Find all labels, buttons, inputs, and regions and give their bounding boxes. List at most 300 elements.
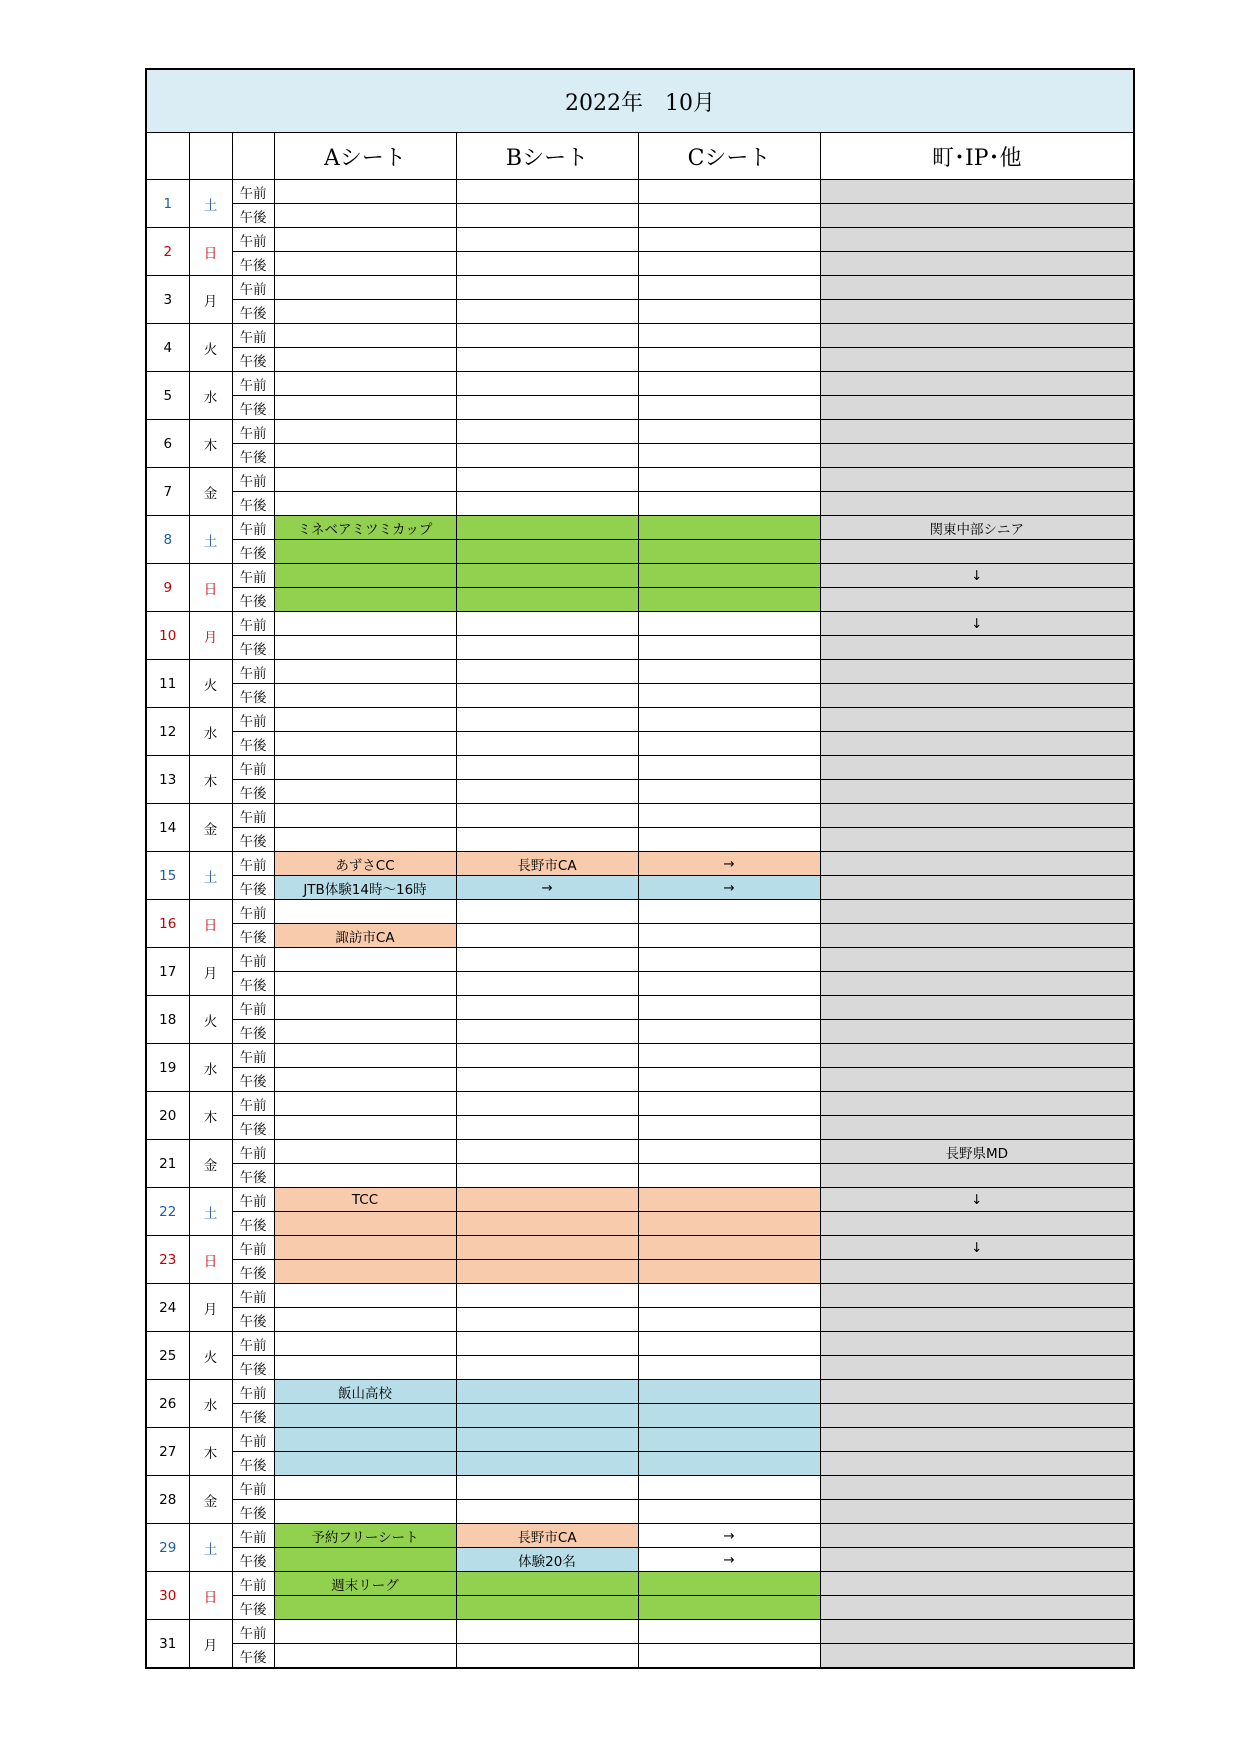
other-cell [820,1380,1134,1404]
period-label: 午前 [232,1236,274,1260]
table-row [146,1572,1134,1596]
sheet-b-cell [456,1476,638,1500]
weekday-label: 木 [189,1428,232,1476]
period-label: 午後 [232,1596,274,1620]
day-number: 25 [146,1332,189,1380]
period-label: 午後 [232,1020,274,1044]
day-number: 29 [146,1524,189,1572]
other-cell [820,324,1134,348]
sheet-c-cell [638,276,820,300]
day-number: 8 [146,516,189,564]
period-label: 午前 [232,900,274,924]
day-number: 5 [146,372,189,420]
sheet-c-cell [638,1212,820,1236]
day-number: 1 [146,180,189,228]
sheet-c-cell: → [638,1524,820,1548]
other-cell [820,228,1134,252]
sheet-a-cell [274,708,456,732]
sheet-c-cell [638,1620,820,1644]
table-row [146,1092,1134,1116]
sheet-a-cell [274,684,456,708]
other-cell [820,900,1134,924]
sheet-c-cell [638,1260,820,1284]
sheet-a-cell [274,396,456,420]
sheet-a-cell [274,1332,456,1356]
sheet-c-cell [638,1644,820,1669]
sheet-a-cell [274,756,456,780]
day-number: 4 [146,324,189,372]
day-number: 9 [146,564,189,612]
sheet-c-cell [638,1044,820,1068]
table-row [146,852,1134,876]
sheet-b-cell [456,1572,638,1596]
sheet-a-cell: 飯山高校 [274,1380,456,1404]
table-row [146,324,1134,348]
sheet-c-cell [638,540,820,564]
table-row [146,1428,1134,1452]
weekday-label: 月 [189,948,232,996]
sheet-a-cell [274,468,456,492]
period-label: 午後 [232,396,274,420]
period-label: 午前 [232,708,274,732]
sheet-b-cell [456,1620,638,1644]
table-row [146,1212,1134,1236]
other-cell [820,252,1134,276]
sheet-a-cell [274,780,456,804]
other-cell [820,1476,1134,1500]
day-number: 7 [146,468,189,516]
sheet-c-cell [638,1236,820,1260]
weekday-label: 木 [189,1092,232,1140]
sheet-b-cell: 長野市CA [456,1524,638,1548]
period-label: 午前 [232,1284,274,1308]
sheet-b-cell [456,1356,638,1380]
weekday-label: 水 [189,1380,232,1428]
sheet-c-cell [638,612,820,636]
sheet-c-cell [638,1116,820,1140]
day-number: 13 [146,756,189,804]
sheet-b-cell [456,732,638,756]
sheet-b-cell [456,708,638,732]
day-number: 20 [146,1092,189,1140]
sheet-a-cell [274,348,456,372]
weekday-label: 水 [189,708,232,756]
table-row [146,1068,1134,1092]
sheet-b-cell [456,924,638,948]
header-day [146,133,189,180]
table-row [146,1140,1134,1164]
table-row [146,1236,1134,1260]
sheet-b-cell [456,564,638,588]
page-title: 2022年 10月 [146,69,1134,133]
schedule-table [145,68,1135,1669]
sheet-a-cell [274,1236,456,1260]
other-cell [820,1356,1134,1380]
sheet-c-cell [638,1428,820,1452]
period-label: 午後 [232,1356,274,1380]
weekday-label: 土 [189,1524,232,1572]
period-label: 午前 [232,660,274,684]
sheet-c-cell [638,780,820,804]
period-label: 午後 [232,924,274,948]
weekday-label: 土 [189,852,232,900]
table-row [146,1404,1134,1428]
other-cell [820,1428,1134,1452]
sheet-c-cell [638,1404,820,1428]
sheet-a-cell: JTB体験14時～16時 [274,876,456,900]
other-cell [820,1284,1134,1308]
sheet-c-cell [638,588,820,612]
sheet-a-cell [274,1596,456,1620]
sheet-c-cell [638,180,820,204]
sheet-b-cell [456,1500,638,1524]
table-row [146,972,1134,996]
period-label: 午前 [232,372,274,396]
table-row [146,1380,1134,1404]
table-row [146,1596,1134,1620]
sheet-b-cell [456,660,638,684]
day-number: 26 [146,1380,189,1428]
period-label: 午前 [232,1524,274,1548]
table-row [146,1260,1134,1284]
period-label: 午後 [232,300,274,324]
sheet-b-cell [456,1140,638,1164]
weekday-label: 火 [189,324,232,372]
table-row [146,1500,1134,1524]
weekday-label: 金 [189,1476,232,1524]
sheet-a-cell [274,1260,456,1284]
period-label: 午後 [232,1260,274,1284]
sheet-c-cell [638,492,820,516]
sheet-b-cell [456,1236,638,1260]
sheet-a-cell [274,1116,456,1140]
sheet-c-cell [638,564,820,588]
other-cell [820,420,1134,444]
period-label: 午後 [232,252,274,276]
sheet-b-cell: 体験20名 [456,1548,638,1572]
other-cell [820,1452,1134,1476]
sheet-a-cell [274,588,456,612]
other-cell [820,1404,1134,1428]
table-row [146,876,1134,900]
sheet-b-cell [456,372,638,396]
table-row [146,516,1134,540]
sheet-c-cell: → [638,876,820,900]
period-label: 午後 [232,1452,274,1476]
other-cell [820,588,1134,612]
other-cell [820,828,1134,852]
table-row [146,588,1134,612]
sheet-b-cell [456,804,638,828]
sheet-b-cell: 長野市CA [456,852,638,876]
sheet-b-cell [456,1596,638,1620]
day-number: 14 [146,804,189,852]
weekday-label: 月 [189,1620,232,1669]
period-label: 午前 [232,948,274,972]
sheet-b-cell [456,1164,638,1188]
sheet-a-cell [274,948,456,972]
table-row [146,372,1134,396]
table-row [146,1452,1134,1476]
period-label: 午前 [232,324,274,348]
sheet-c-cell [638,900,820,924]
other-cell [820,756,1134,780]
table-row [146,540,1134,564]
sheet-b-cell [456,396,638,420]
period-label: 午後 [232,348,274,372]
period-label: 午後 [232,1212,274,1236]
sheet-a-cell [274,1620,456,1644]
sheet-a-cell [274,492,456,516]
other-cell [820,1116,1134,1140]
header-period [232,133,274,180]
sheet-b-cell [456,612,638,636]
sheet-a-cell: あずさCC [274,852,456,876]
other-cell [820,1644,1134,1669]
weekday-label: 日 [189,1572,232,1620]
day-number: 21 [146,1140,189,1188]
day-number: 15 [146,852,189,900]
period-label: 午後 [232,1644,274,1669]
sheet-a-cell [274,324,456,348]
table-row [146,924,1134,948]
other-cell [820,300,1134,324]
sheet-a-cell [274,228,456,252]
sheet-c-cell [638,324,820,348]
table-row [146,444,1134,468]
sheet-b-cell [456,1116,638,1140]
sheet-b-cell [456,636,638,660]
other-cell [820,276,1134,300]
day-number: 17 [146,948,189,996]
sheet-b-cell [456,1260,638,1284]
sheet-c-cell [638,1068,820,1092]
sheet-a-cell [274,204,456,228]
weekday-label: 金 [189,804,232,852]
other-cell [820,1572,1134,1596]
weekday-label: 水 [189,1044,232,1092]
sheet-a-cell [274,1356,456,1380]
other-cell [820,1092,1134,1116]
day-number: 2 [146,228,189,276]
weekday-label: 土 [189,516,232,564]
period-label: 午後 [232,732,274,756]
sheet-a-cell [274,1428,456,1452]
sheet-c-cell [638,1596,820,1620]
period-label: 午後 [232,828,274,852]
period-label: 午後 [232,1164,274,1188]
sheet-b-cell [456,1044,638,1068]
period-label: 午前 [232,1140,274,1164]
table-row [146,780,1134,804]
header-weekday [189,133,232,180]
weekday-label: 月 [189,276,232,324]
sheet-c-cell [638,468,820,492]
other-cell [820,684,1134,708]
day-number: 12 [146,708,189,756]
weekday-label: 火 [189,1332,232,1380]
other-cell [820,1596,1134,1620]
sheet-b-cell [456,588,638,612]
period-label: 午後 [232,588,274,612]
sheet-b-cell [456,300,638,324]
table-row [146,348,1134,372]
other-cell [820,1044,1134,1068]
period-label: 午前 [232,1620,274,1644]
sheet-c-cell [638,1500,820,1524]
sheet-c-cell [638,300,820,324]
other-cell: ↓ [820,1236,1134,1260]
sheet-a-cell [274,660,456,684]
other-cell [820,876,1134,900]
sheet-a-cell [274,180,456,204]
other-cell [820,660,1134,684]
sheet-a-cell [274,1020,456,1044]
table-row [146,612,1134,636]
sheet-c-cell [638,1572,820,1596]
sheet-c-cell [638,1140,820,1164]
sheet-a-cell [274,1212,456,1236]
period-label: 午前 [232,516,274,540]
sheet-a-cell [274,1164,456,1188]
table-row [146,300,1134,324]
weekday-label: 火 [189,996,232,1044]
weekday-label: 日 [189,228,232,276]
sheet-b-cell [456,828,638,852]
sheet-a-cell [274,1308,456,1332]
sheet-b-cell [456,204,638,228]
other-cell [820,372,1134,396]
table-row [146,204,1134,228]
table-row [146,708,1134,732]
period-label: 午後 [232,492,274,516]
period-label: 午後 [232,972,274,996]
sheet-a-cell [274,732,456,756]
other-cell [820,444,1134,468]
table-row [146,1020,1134,1044]
sheet-b-cell [456,900,638,924]
sheet-a-cell [274,1500,456,1524]
table-row [146,1164,1134,1188]
sheet-a-cell: 週末リーグ [274,1572,456,1596]
weekday-label: 金 [189,1140,232,1188]
sheet-b-cell [456,516,638,540]
sheet-c-cell [638,420,820,444]
other-cell [820,1068,1134,1092]
other-cell [820,996,1134,1020]
weekday-label: 木 [189,756,232,804]
table-row [146,636,1134,660]
table-row [146,252,1134,276]
period-label: 午後 [232,1404,274,1428]
period-label: 午後 [232,684,274,708]
sheet-a-cell [274,804,456,828]
sheet-a-cell [274,372,456,396]
period-label: 午前 [232,276,274,300]
weekday-label: 木 [189,420,232,468]
period-label: 午前 [232,1092,274,1116]
period-label: 午後 [232,1116,274,1140]
sheet-b-cell [456,756,638,780]
sheet-c-cell [638,804,820,828]
day-number: 3 [146,276,189,324]
sheet-a-cell [274,828,456,852]
other-cell [820,1308,1134,1332]
period-label: 午前 [232,564,274,588]
day-number: 24 [146,1284,189,1332]
table-row [146,1644,1134,1669]
table-row [146,1116,1134,1140]
period-label: 午後 [232,636,274,660]
sheet-c-cell [638,444,820,468]
day-number: 22 [146,1188,189,1236]
table-row [146,276,1134,300]
sheet-b-cell [456,348,638,372]
sheet-c-cell [638,204,820,228]
sheet-b-cell [456,684,638,708]
sheet-b-cell [456,780,638,804]
other-cell [820,1260,1134,1284]
table-row [146,900,1134,924]
period-label: 午後 [232,1500,274,1524]
day-number: 18 [146,996,189,1044]
period-label: 午後 [232,204,274,228]
sheet-b-cell [456,1308,638,1332]
table-row [146,1308,1134,1332]
table-row [146,180,1134,204]
sheet-c-cell [638,732,820,756]
sheet-b-cell: → [456,876,638,900]
sheet-b-cell [456,1284,638,1308]
sheet-b-cell [456,444,638,468]
weekday-label: 水 [189,372,232,420]
other-cell [820,468,1134,492]
other-cell [820,1620,1134,1644]
sheet-c-cell [638,636,820,660]
sheet-a-cell: TCC [274,1188,456,1212]
other-cell [820,948,1134,972]
other-cell: ↓ [820,612,1134,636]
sheet-c-cell [638,996,820,1020]
sheet-c-cell [638,1284,820,1308]
sheet-a-cell [274,1404,456,1428]
sheet-a-cell [274,972,456,996]
sheet-b-cell [456,1380,638,1404]
header-sheet-c: Cシート [638,133,820,180]
other-cell [820,732,1134,756]
other-cell [820,1548,1134,1572]
sheet-b-cell [456,1404,638,1428]
sheet-c-cell [638,1020,820,1044]
day-number: 23 [146,1236,189,1284]
weekday-label: 月 [189,612,232,660]
sheet-a-cell [274,636,456,660]
sheet-a-cell [274,252,456,276]
sheet-c-cell [638,708,820,732]
other-cell [820,492,1134,516]
other-cell [820,1500,1134,1524]
other-cell [820,804,1134,828]
table-row [146,804,1134,828]
sheet-c-cell [638,252,820,276]
other-cell [820,924,1134,948]
sheet-a-cell [274,1452,456,1476]
table-row [146,996,1134,1020]
other-cell [820,972,1134,996]
table-row [146,1044,1134,1068]
other-cell: ↓ [820,564,1134,588]
sheet-c-cell [638,1308,820,1332]
